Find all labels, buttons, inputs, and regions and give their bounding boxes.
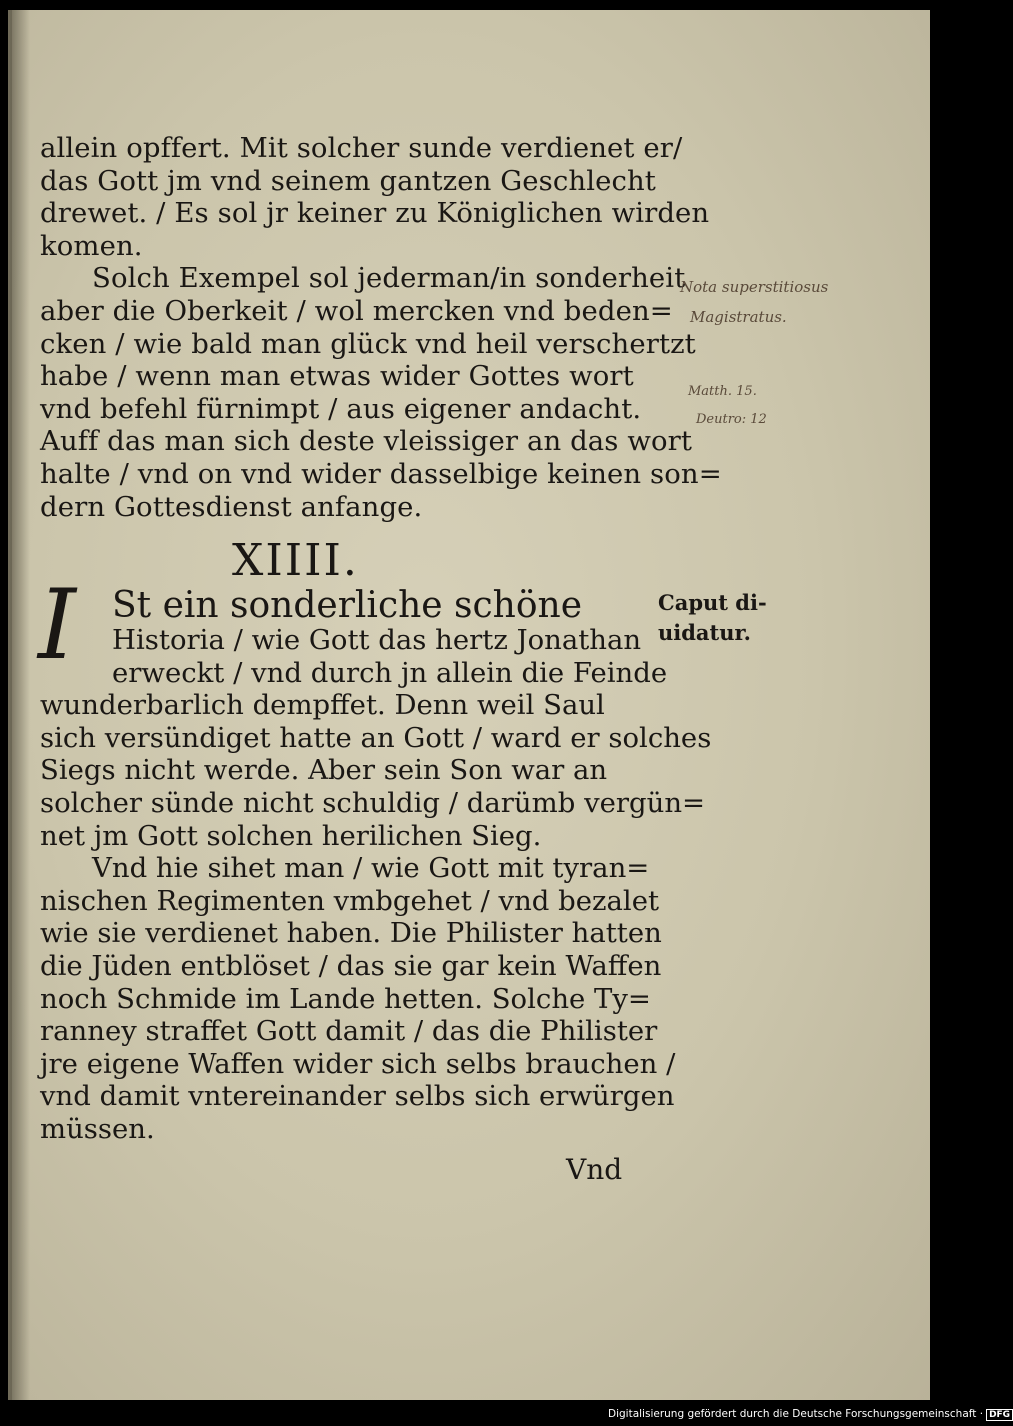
text-line: Auff das man sich deste vleissiger an das wort: [40, 425, 693, 458]
text-line: Siegs nicht werde. Aber sein Son war an: [40, 754, 608, 787]
page-gutter-shadow: [8, 10, 30, 1400]
text-line: die Jüden entblöset / das sie gar kein Waffen: [40, 949, 662, 982]
text-line: noch Schmide im Lande hetten. Solche Ty=: [40, 982, 651, 1015]
text-line: erweckt / vnd durch jn allein die Feinde: [112, 656, 668, 689]
handwritten-note: Nota superstitiosus: [680, 278, 829, 296]
text-line: allein opffert. Mit solcher sunde verdienet er/: [40, 132, 683, 164]
chapter-heading: XIIII.: [232, 535, 359, 586]
text-line: aber die Oberkeit / wol mercken vnd beden=: [40, 294, 673, 327]
text-line: habe / wenn man etwas wider Gottes wort: [40, 360, 634, 393]
text-line: Solch Exempel sol jederman/in sonderheit: [92, 262, 686, 295]
text-line: net jm Gott solchen herilichen Sieg.: [40, 819, 542, 852]
marginal-note-printed: [658, 588, 767, 648]
text-line: solcher sünde nicht schuldig / darümb vergün=: [40, 786, 706, 819]
text-line: vnd befehl fürnimpt / aus eigener andacht.: [40, 392, 642, 425]
catchword: Vnd: [566, 1153, 623, 1186]
decorated-initial: I: [38, 569, 76, 681]
marginal-line: Caput di-: [658, 590, 767, 615]
text-line: wunderbarlich dempffet. Denn weil Saul: [40, 689, 605, 722]
text-line: cken / wie bald man glück vnd heil verschertzt: [40, 327, 696, 360]
handwritten-note: Matth. 15.: [688, 384, 757, 399]
text-block-top: [40, 132, 722, 523]
handwritten-note: Magistratus.: [690, 308, 787, 326]
text-line: nischen Regimenten vmbgehet / vnd bezalet: [40, 884, 660, 917]
text-line: vnd damit vntereinander selbs sich erwürgen: [40, 1080, 675, 1113]
text-line: komen.: [40, 229, 143, 262]
handwritten-note: Deutro: 12: [696, 412, 767, 427]
text-line: drewet. / Es sol jr keiner zu Königlichen wirden: [40, 197, 710, 230]
text-line: jre eigene Waffen wider sich selbs brauchen /: [40, 1047, 676, 1080]
text-line: das Gott jm vnd seinem gantzen Geschlecht: [40, 164, 656, 197]
digitization-footer: [608, 1408, 1013, 1421]
dfg-logo: DFG: [986, 1409, 1013, 1421]
text-line: müssen.: [40, 1112, 155, 1145]
text-line: dern Gottesdienst anfange.: [40, 490, 423, 523]
marginal-line: uidatur.: [658, 620, 751, 645]
footer-text: Digitalisierung gefördert durch die Deutsche Forschungsgemeinschaft ·: [608, 1408, 984, 1420]
text-line: Historia / wie Gott das hertz Jonathan: [112, 624, 642, 656]
text-line: wie sie verdienet haben. Die Philister hatten: [40, 917, 662, 950]
text-line: Vnd hie sihet man / wie Gott mit tyran=: [92, 852, 650, 885]
text-line: St ein sonderliche schöne: [112, 585, 583, 626]
text-line: ranney straffet Gott damit / das die Philister: [40, 1015, 658, 1048]
text-line: halte / vnd on vnd wider dasselbige keinen son=: [40, 457, 722, 490]
text-line: sich versündiget hatte an Gott / ward er solches: [40, 721, 712, 754]
